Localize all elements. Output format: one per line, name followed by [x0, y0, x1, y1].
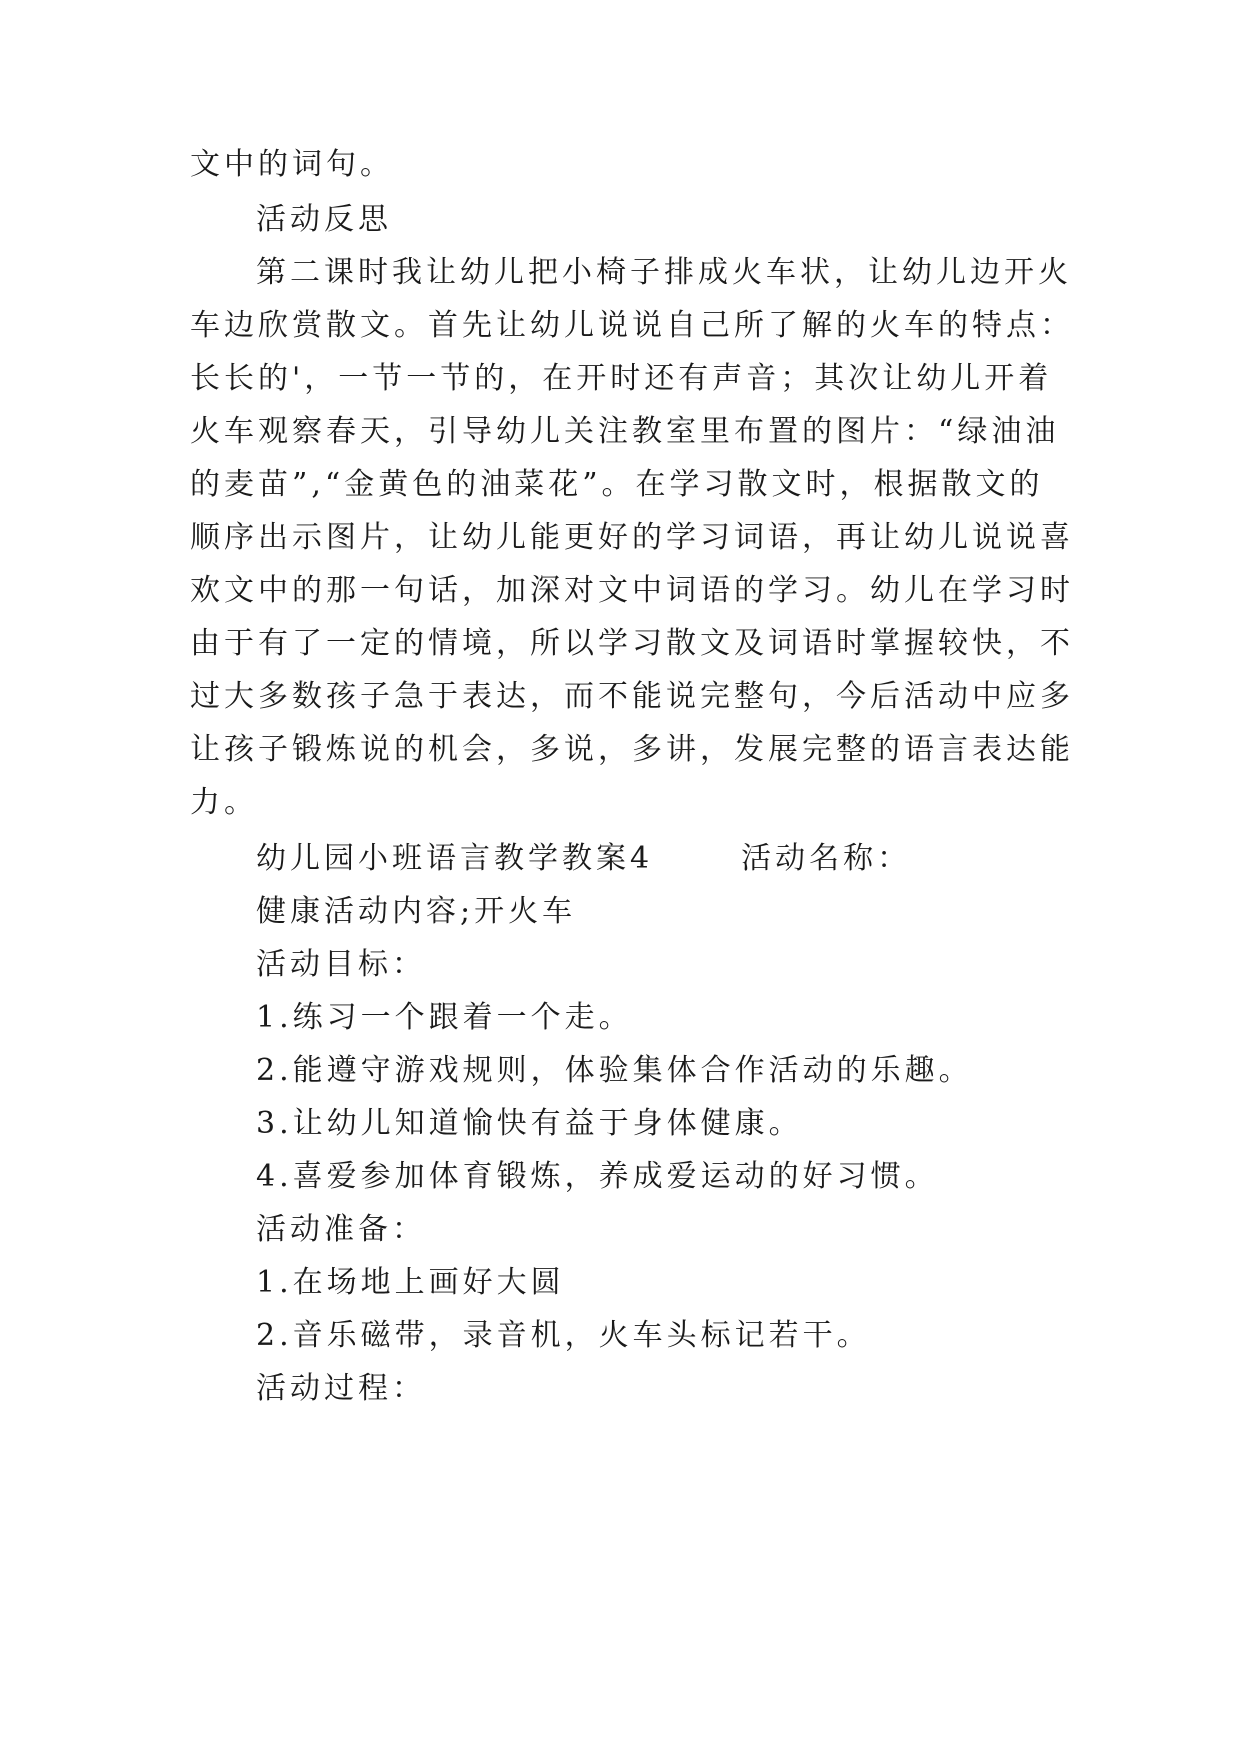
- section-heading: 活动目标：: [256, 947, 426, 982]
- list-item: 4.喜爱参加体育锻炼，养成爱运动的好习惯。: [256, 1159, 939, 1194]
- list-item: 3.让幼儿知道愉快有益于身体健康。: [256, 1106, 803, 1141]
- list-item: 1.练习一个跟着一个走。: [256, 1000, 633, 1035]
- paragraph-line: 让孩子锻炼说的机会，多说，多讲，发展完整的语言表达能: [190, 732, 1074, 767]
- section-heading: 活动过程：: [256, 1371, 426, 1406]
- paragraph-line: 第二课时我让幼儿把小椅子排成火车状，让幼儿边开火: [256, 255, 1072, 290]
- list-item: 1.在场地上画好大圆: [256, 1265, 565, 1300]
- paragraph-line: 火车观察春天，引导幼儿关注教室里布置的图片：“绿油油: [190, 414, 1060, 449]
- section-heading: 活动准备：: [256, 1212, 426, 1247]
- paragraph-line: 力。: [190, 785, 258, 820]
- activity-content-line: 健康活动内容;开火车: [256, 894, 577, 929]
- paragraph-line: 欢文中的那一句话，加深对文中词语的学习。幼儿在学习时: [190, 573, 1074, 608]
- list-item: 2.音乐磁带，录音机，火车头标记若干。: [256, 1318, 871, 1353]
- paragraph-line: 由于有了一定的情境，所以学习散文及词语时掌握较快，不: [190, 626, 1074, 661]
- title-line: [256, 839, 911, 879]
- paragraph-line: 的麦苗”,“金黄色的油菜花”。在学习散文时，根据散文的: [190, 467, 1044, 502]
- paragraph-line: 车边欣赏散文。首先让幼儿说说自己所了解的火车的特点：: [190, 308, 1074, 343]
- activity-name-label: 活动名称：: [741, 841, 912, 876]
- list-item: 2.能遵守游戏规则，体验集体合作活动的乐趣。: [256, 1053, 973, 1088]
- paragraph-line: 过大多数孩子急于表达，而不能说完整句，今后活动中应多: [190, 679, 1074, 714]
- paragraph-line: 长长的'，一节一节的，在开时还有声音；其次让幼儿开着: [190, 361, 1053, 396]
- paragraph-line: 文中的词句。: [190, 147, 394, 182]
- lesson-title: 幼儿园小班语言教学教案4: [256, 841, 654, 876]
- paragraph-line: 顺序出示图片，让幼儿能更好的学习词语，再让幼儿说说喜: [190, 520, 1074, 555]
- section-heading: 活动反思: [256, 202, 392, 237]
